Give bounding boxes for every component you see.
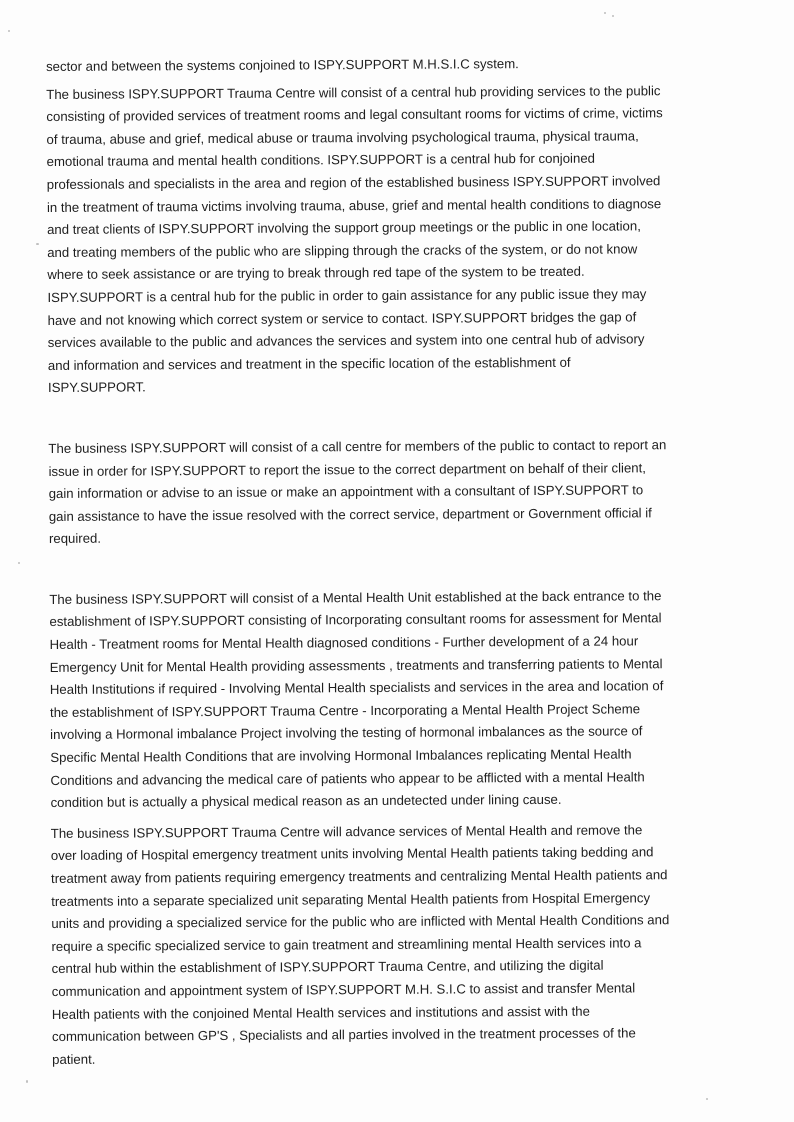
paragraph-trauma-centre-hub: The business ISPY.SUPPORT Trauma Centre will consist of a central hub providing services to the public consisting of provided services of treatment rooms and legal consultant rooms for victims of crime, victims of trauma, abuse and grief, medical abuse or trauma involving psychological trauma, physical trauma, emotional trauma and mental health conditions. ISPY.SUPPORT is a central hub for conjoined professionals and specialists in the area and region of the established business ISPY.SUPPORT involved in the treatment of trauma victims involving trauma, abuse, grief and mental health conditions to diagnose and treat clients of ISPY.SUPPORT involving the support group meetings or the public in one location, and treating members of the public who are slipping through the cracks of the system, or do not know where to seek assistance or are trying to break through red tape of the system to be treated. ISPY.SUPPORT is a central hub for the public in order to gain assistance for any public issue they may have and not knowing which correct system or service to contact. ISPY.SUPPORT bridges the gap of services available to the public and advances the services and system into one central hub of advisory and information and services and treatment in the specific location of the establishment of ISPY.SUPPORT. <box>46 82 663 396</box>
scan-speck <box>612 15 614 17</box>
paragraph-call-centre: The business ISPY.SUPPORT will consist of a call centre for members of the public to contact to report an issue in order for ISPY.SUPPORT to report the issue to the correct department on behalf of their client, gain information or advise to an issue or make an appointment with a consultant of ISPY.SUPPORT to gain assistance to have the issue resolved with the correct service, department or Government official if required. <box>48 437 667 547</box>
paragraph-advance-services: The business ISPY.SUPPORT Trauma Centre will advance services of Mental Health and remove the over loading of Hospital emergency treatment units involving Mental Health patients taking bedding and treatment away from patients requiring emergency treatments and centralizing Mental Health patients and treatments into a separate specialized unit separating Mental Health patients from Hospital Emergency units and providing a specialized service for the public who are inflicted with Mental Health Conditions and require a specific specialized service to gain treatment and streamlining mental Health services into a central hub within the establishment of ISPY.SUPPORT Trauma Centre, and utilizing the digital communication and appointment system of ISPY.SUPPORT M.H. S.I.C to assist and transfer Mental Health patients with the conjoined Mental Health services and institutions and assist with the communication between GP'S , Specialists and all parties involved in the treatment processes of the patient. <box>50 822 670 1067</box>
scan-speck <box>8 30 10 32</box>
paragraph-intro-fragment: sector and between the systems conjoined to ISPY.SUPPORT M.H.S.I.C system. <box>46 56 519 74</box>
scan-speck <box>706 1098 708 1100</box>
scan-speck <box>36 243 39 245</box>
scan-speck <box>18 562 20 564</box>
document-body <box>46 52 742 1072</box>
scan-speck <box>604 12 606 14</box>
paragraph-mental-health-unit: The business ISPY.SUPPORT will consist of a Mental Health Unit established at the back entrance to the establishment of ISPY.SUPPORT consisting of Incorporating consultant rooms for assessment for Mental Health - Treatment rooms for Mental Health diagnosed conditions - Further development of a 24 hour Emergency Unit for Mental Health providing assessments , treatments and transferring patients to Mental Health Institutions if required - Involving Mental Health specialists and services in the area and location of the establishment of ISPY.SUPPORT Trauma Centre - Incorporating a Mental Health Project Scheme involving a Hormonal imbalance Project involving the testing of hormonal imbalances as the source of Specific Mental Health Conditions that are involving Hormonal Imbalances replicating Mental Health Conditions and advancing the medical care of patients who appear to be afflicted with a mental Health condition but is actually a physical medical reason as an undetected under lining cause. <box>49 588 664 811</box>
scan-speck <box>26 1080 28 1083</box>
